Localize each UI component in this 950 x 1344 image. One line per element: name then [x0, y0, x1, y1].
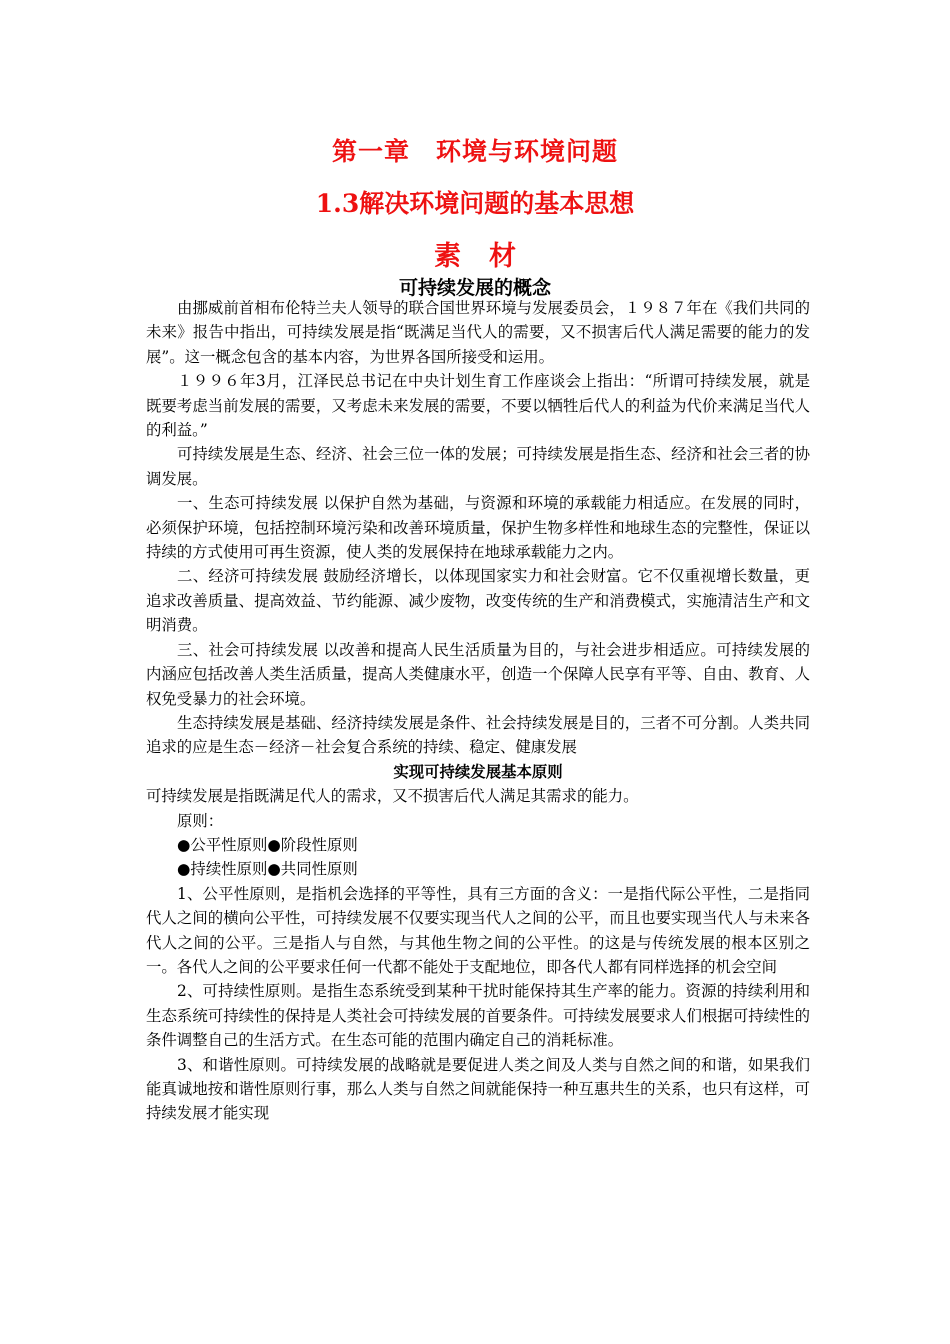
paragraph: 生态持续发展是基础、经济持续发展是条件、社会持续发展是目的，三者不可分割。人类共同追求的应是生态－经济－社会复合系统的持续、稳定、健康发展	[146, 713, 810, 757]
paragraph: 由挪威前首相布伦特兰夫人领导的联合国世界环境与发展委员会，１９８７年在《我们共同的未来》报告中指出，可持续发展是指“既满足当代人的需要，又不损害后代人满足需要的能力的发展”。这一概念包含的基本内容，为世界各国所接受和运用。	[146, 299, 810, 366]
paragraph: 二、经济可持续发展 鼓励经济增长，以体现国家实力和社会财富。它不仅重视增长数量，更追求改善质量、提高效益、节约能源、减少废物，改变传统的生产和消费模式，实施清洁生产和文明消费。	[146, 567, 810, 635]
chapter-title: 第一章 环境与环境问题	[331, 137, 618, 166]
paragraph: １９９６年3月，江泽民总书记在中央计划生育工作座谈会上指出：“所谓可持续发展，就是既要考虑当前发展的需要，又考虑未来发展的需要，不要以牺牲后代人的利益为代价来满足当代人的利益。”	[146, 372, 810, 440]
principle-item: 3、和谐性原则。可持续发展的战略就是要促进人类之间及人类与自然之间的和谐，如果我们能真诚地按和谐性原则行事，那么人类与自然之间就能保持一种互惠共生的关系，也只有这样，可持续发展才能实现	[146, 1055, 810, 1123]
principles-label: 原则：	[177, 811, 224, 830]
section-title: 1.3解决环境问题的基本思想	[315, 189, 635, 218]
article-title: 可持续发展的概念	[398, 277, 551, 299]
principles-bullets: ●公平性原则●阶段性原则	[177, 835, 358, 854]
principle-item: 2、可持续性原则。是指生态系统受到某种干扰时能保持其生产率的能力。资源的持续利用和生态系统可持续性的保持是人类社会可持续发展的首要条件。可持续发展要求人们根据可持续性的条件调整自己的生活方式。在生态可能的范围内确定自己的消耗标准。	[146, 982, 810, 1050]
paragraph: 一、生态可持续发展 以保护自然为基础，与资源和环境的承载能力相适应。在发展的同时，必须保护环境，包括控制环境污染和改善环境质量，保护生物多样性和地球生态的完整性，保证以持续的方式使用可再生资源，使人类的发展保持在地球承载能力之内。	[146, 494, 810, 562]
principles-title: 实现可持续发展基本原则	[393, 762, 563, 781]
material-title: 素材	[434, 241, 544, 272]
principles-intro: 可持续发展是指既满足代人的需求，又不损害后代人满足其需求的能力。	[146, 787, 639, 806]
paragraph: 可持续发展是生态、经济、社会三位一体的发展；可持续发展是指生态、经济和社会三者的协调发展。	[146, 445, 810, 488]
principles-bullets: ●持续性原则●共同性原则	[177, 860, 358, 879]
document-body	[146, 296, 810, 1126]
paragraph: 三、社会可持续发展 以改善和提高人民生活质量为目的，与社会进步相适应。可持续发展的内涵应包括改善人类生活质量，提高人类健康水平，创造一个保障人民享有平等、自由、教育、人权免受暴力的社会环境。	[146, 640, 810, 708]
principle-item: 1、公平性原则，是指机会选择的平等性，具有三方面的含义：一是指代际公平性，二是指同代人之间的横向公平性，可持续发展不仅要实现当代人之间的公平，而且也要实现当代人与未来各代人之间的公平。三是指人与自然，与其他生物之间的公平性。的这是与传统发展的根本区别之一。各代人之间的公平要求任何一代都不能处于支配地位，即各代人都有同样选择的机会空间	[146, 884, 810, 976]
